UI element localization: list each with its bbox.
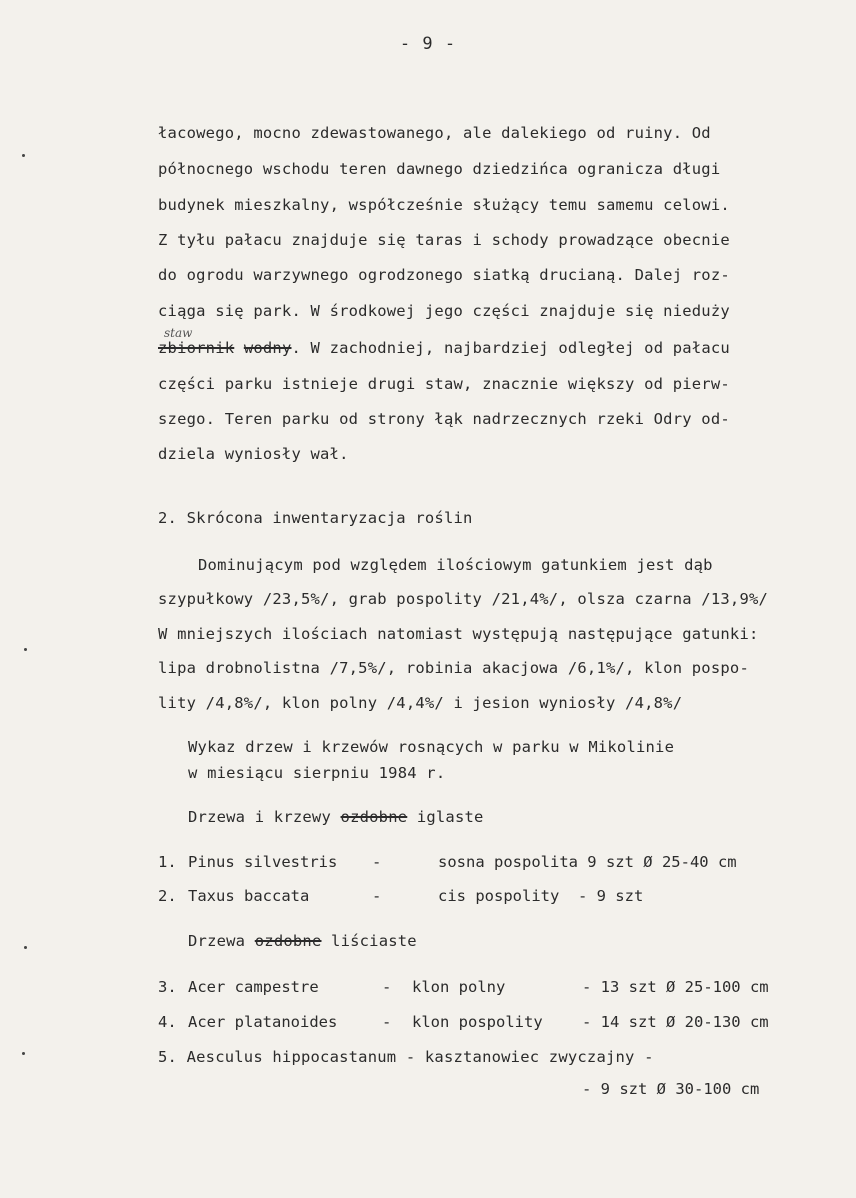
group-heading-post: iglaste xyxy=(416,808,484,826)
text-line: części parku istnieje drugi staw, znacznie większy od pierw- xyxy=(158,375,730,393)
group-heading-pre: Drzewa i krzewy xyxy=(188,808,331,826)
group-heading xyxy=(188,932,417,950)
struck-word: ozdobne xyxy=(254,932,322,950)
item-number: 4. xyxy=(158,1013,177,1031)
margin-mark xyxy=(24,648,27,651)
text-line: dziela wyniosły wał. xyxy=(158,445,349,463)
group-heading xyxy=(188,808,484,826)
text-line xyxy=(158,339,730,357)
text-line: lity /4,8%/, klon polny /4,4%/ i jesion wyniosły /4,8%/ xyxy=(158,694,683,712)
text-line: Z tyłu pałacu znajduje się taras i schody prowadzące obecnie xyxy=(158,231,730,249)
text-line: ciąga się park. W środkowej jego części znajduje się nieduży xyxy=(158,302,730,320)
text-line: W mniejszych ilościach natomiast występują następujące gatunki: xyxy=(158,625,759,643)
item-latin: Pinus silvestris xyxy=(188,853,338,871)
text-line: 5. Aesculus hippocastanum - kasztanowiec zwyczajny - xyxy=(158,1048,654,1066)
item-polish: klon pospolity xyxy=(412,1013,543,1031)
text-line: lipa drobnolistna /7,5%/, robinia akacjowa /6,1%/, klon pospo- xyxy=(158,659,749,677)
item-polish: klon polny xyxy=(412,978,506,996)
handwritten-correction: staw xyxy=(164,326,193,340)
item-polish: sosna pospolita 9 szt Ø 25-40 cm xyxy=(438,853,737,871)
item-quantity: - 14 szt Ø 20-130 cm xyxy=(582,1013,769,1031)
item-latin: Acer campestre xyxy=(188,978,319,996)
item-quantity: - 9 szt Ø 30-100 cm xyxy=(582,1080,760,1098)
text-line: Dominującym pod względem ilościowym gatunkiem jest dąb xyxy=(198,556,713,574)
struck-word: wodny xyxy=(243,339,292,357)
line-rest: . W zachodniej, najbardziej odległej od pałacu xyxy=(291,339,730,357)
margin-mark xyxy=(22,1052,25,1055)
text-line: łacowego, mocno zdewastowanego, ale dalekiego od ruiny. Od xyxy=(158,124,711,142)
group-heading-post: liściaste xyxy=(331,932,417,950)
item-number: 3. xyxy=(158,978,177,996)
text-line: szypułkowy /23,5%/, grab pospolity /21,4%/, olsza czarna /13,9%/ xyxy=(158,590,769,608)
item-dash: - xyxy=(372,853,382,871)
item-dash: - xyxy=(382,1013,392,1031)
struck-word: zbiornik xyxy=(158,339,235,357)
group-heading-pre: Drzewa xyxy=(188,932,246,950)
struck-word: ozdobne xyxy=(340,808,408,826)
item-dash: - xyxy=(372,887,382,905)
text-line: budynek mieszkalny, współcześnie służący temu samemu celowi. xyxy=(158,196,730,214)
text-line: północnego wschodu teren dawnego dziedzińca ogranicza długi xyxy=(158,160,721,178)
margin-mark xyxy=(22,154,25,157)
text-line: szego. Teren parku od strony łąk nadrzecznych rzeki Odry od- xyxy=(158,410,730,428)
item-dash: - xyxy=(382,978,392,996)
item-polish: cis pospolity - 9 szt xyxy=(438,887,644,905)
item-quantity: - 13 szt Ø 25-100 cm xyxy=(582,978,769,996)
list-title: Wykaz drzew i krzewów rosnących w parku w Mikolinie xyxy=(188,738,675,756)
text-line: do ogrodu warzywnego ogrodzonego siatką drucianą. Dalej roz- xyxy=(158,266,730,284)
item-number: 1. xyxy=(158,853,177,871)
margin-mark xyxy=(24,946,27,949)
page-number: - 9 - xyxy=(399,34,457,54)
list-title: w miesiącu sierpniu 1984 r. xyxy=(188,764,446,782)
item-latin: Acer platanoides xyxy=(188,1013,338,1031)
item-number: 2. xyxy=(158,887,177,905)
item-latin: Taxus baccata xyxy=(188,887,310,905)
section-heading: 2. Skrócona inwentaryzacja roślin xyxy=(158,509,473,527)
